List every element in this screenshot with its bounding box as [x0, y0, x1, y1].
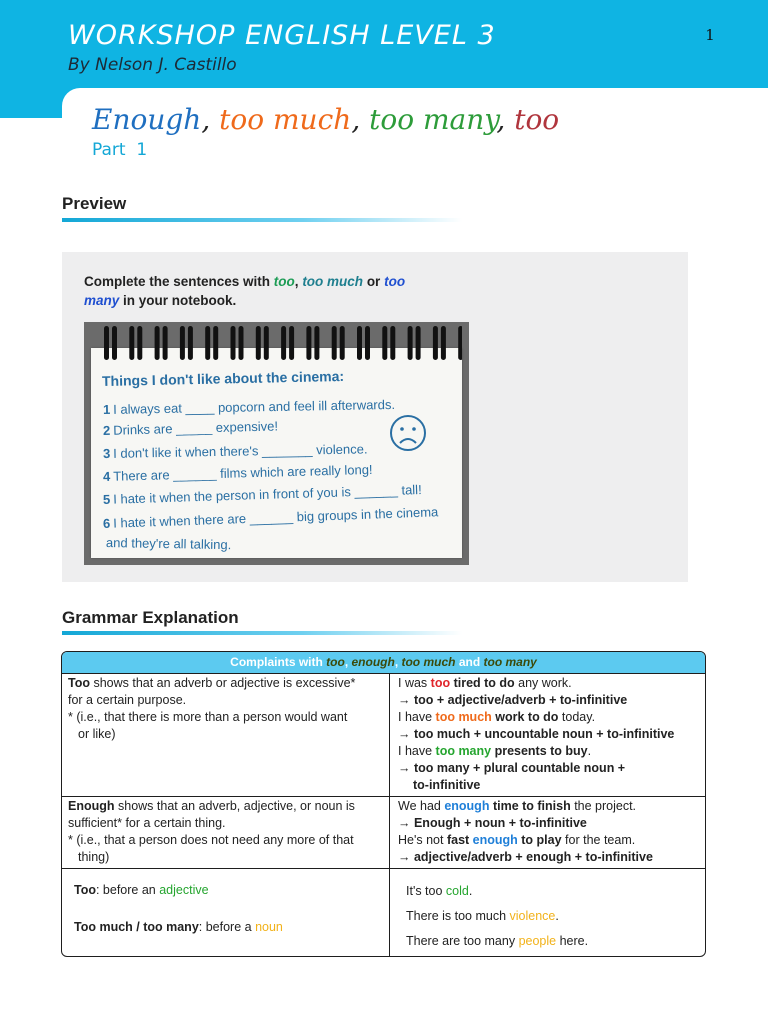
example-text: We had: [398, 799, 445, 813]
example-text: He's not: [398, 833, 447, 847]
item-number: 4: [102, 468, 111, 484]
grammar-heading-rule: [62, 631, 462, 635]
example-text: It's too: [406, 884, 446, 898]
rule-pattern: → too many + plural countable noun +: [398, 761, 626, 775]
example-text: There is too much: [406, 909, 510, 923]
table-cell-too-examples: [398, 675, 703, 794]
item-number: 1: [102, 401, 111, 417]
instruction-text: ,: [294, 274, 303, 289]
notebook-title: Things I don't like about the cinema:: [101, 367, 345, 389]
workbook-title: WORKSHOP ENGLISH LEVEL 3: [68, 20, 496, 51]
term-enough: Enough: [68, 799, 115, 813]
part-word: Part: [92, 140, 126, 160]
definition-note: * (i.e., that a person does not need any more of that: [68, 833, 354, 847]
preview-heading-rule: [62, 218, 462, 222]
author-line: By Nelson J. Castillo: [68, 55, 237, 75]
title-word-too: too: [514, 103, 560, 136]
item-text: I always eat ____ popcorn and feel ill afterwards.: [113, 396, 396, 417]
spiral-rings-icon: [96, 322, 462, 364]
title-separator: ,: [351, 103, 370, 136]
example-text: work to do: [491, 710, 559, 724]
preview-instruction: [84, 272, 424, 310]
page-number: 1: [705, 26, 715, 44]
rule-pattern: to-infinitive: [413, 778, 481, 792]
example-text: the project.: [570, 799, 637, 813]
definition-text: shows that an adverb, adjective, or noun is: [114, 799, 355, 813]
example-text: time to finish: [489, 799, 571, 813]
rule-pattern: → too much + uncountable noun + to-infinitive: [398, 727, 675, 741]
example-keyword: too: [430, 676, 451, 690]
example-text: any work.: [514, 676, 572, 690]
definition-note: thing): [78, 850, 110, 864]
table-row-divider: [62, 868, 705, 869]
example-text: I have: [398, 744, 436, 758]
example-keyword: too many: [435, 744, 492, 758]
item-number: 5: [102, 491, 111, 507]
table-cell-position-examples: [406, 879, 702, 954]
table-cell-position-rules: [74, 881, 384, 936]
definition-note: * (i.e., that there is more than a person would want: [68, 710, 348, 724]
header-keyword: too much: [401, 655, 456, 669]
item-text: I hate it when the person in front of you is ______ tall!: [112, 481, 422, 507]
definition-note: or like): [78, 727, 116, 741]
example-text: I have: [398, 710, 436, 724]
rule-pattern: → adjective/adverb + enough + to-infinitive: [398, 850, 653, 864]
table-cell-enough-examples: [398, 798, 703, 866]
title-separator: ,: [201, 103, 220, 136]
item-number: 2: [102, 422, 111, 438]
item-number: 6: [102, 515, 111, 531]
term-too: Too: [74, 883, 96, 897]
example-text: .: [468, 884, 473, 898]
definition-text: for a certain purpose.: [68, 693, 187, 707]
term-too: Too: [68, 676, 90, 690]
example-text: .: [587, 744, 592, 758]
example-text: to play: [517, 833, 562, 847]
part-label: [92, 140, 147, 160]
sad-face-icon: [388, 413, 428, 453]
example-noun: violence: [509, 909, 556, 923]
example-text: There are too many: [406, 934, 519, 948]
rule-text: : before an: [95, 883, 160, 897]
item-text: I don't like it when there's _______ violence.: [113, 441, 368, 461]
instruction-text: or: [363, 274, 385, 289]
preview-heading: Preview: [62, 194, 127, 213]
table-row-divider: [62, 796, 705, 797]
title-word-enough: Enough: [92, 103, 202, 136]
example-text: .: [555, 909, 559, 923]
definition-text: shows that an adverb or adjective is excessive*: [89, 676, 356, 690]
table-cell-enough-definition: [68, 798, 384, 866]
example-adjective: cold: [445, 884, 469, 898]
notebook-item: [106, 535, 232, 552]
lesson-title: [92, 103, 559, 136]
example-text: tired to do: [450, 676, 515, 690]
title-word-too-much: too much: [219, 103, 352, 136]
example-keyword: enough: [472, 833, 518, 847]
item-text: There are ______ films which are really long!: [113, 461, 373, 484]
title-separator: ,: [496, 103, 515, 136]
item-number: 3: [102, 445, 111, 461]
header-keyword: too many: [483, 655, 537, 669]
instruction-keyword-too-many: many: [84, 293, 120, 308]
header-text: Complaints with: [230, 655, 327, 669]
header-keyword: too: [326, 655, 345, 669]
item-text: Drinks are _____ expensive!: [113, 418, 279, 438]
item-text: I hate it when there are ______ big groups in the cinema: [112, 504, 439, 531]
example-text: for the team.: [561, 833, 636, 847]
term-too-much-many: Too much / too many: [74, 920, 199, 934]
word-class-adjective: adjective: [159, 883, 209, 897]
instruction-keyword-too-much: too much: [302, 274, 364, 289]
item-text: and they're all talking.: [105, 535, 232, 553]
example-text: fast: [446, 833, 473, 847]
part-number: 1: [136, 140, 148, 160]
rule-text: : before a: [198, 920, 256, 934]
rule-pattern: → Enough + noun + to-infinitive: [398, 816, 587, 830]
instruction-text: in your notebook.: [119, 293, 237, 308]
example-keyword: too much: [435, 710, 492, 724]
example-text: today.: [558, 710, 596, 724]
title-word-too-many: too many: [369, 103, 497, 136]
rule-pattern: → too + adjective/adverb + to-infinitive: [398, 693, 628, 707]
header-text: ,: [394, 655, 402, 669]
example-keyword: enough: [444, 799, 490, 813]
instruction-keyword-too-many: too: [384, 274, 406, 289]
header-keyword: enough: [351, 655, 395, 669]
example-text: here.: [556, 934, 589, 948]
example-text: presents to buy: [491, 744, 588, 758]
example-noun: people: [518, 934, 557, 948]
grammar-table: [61, 651, 706, 957]
grammar-table-header: [62, 652, 705, 674]
instruction-keyword-too: too: [273, 274, 295, 289]
example-text: I was: [398, 676, 431, 690]
header-text: and: [455, 655, 484, 669]
table-cell-too-definition: [68, 675, 384, 743]
definition-text: sufficient* for a certain thing.: [68, 816, 226, 830]
header-text: ,: [344, 655, 352, 669]
grammar-heading: Grammar Explanation: [62, 608, 239, 627]
instruction-text: Complete the sentences with: [84, 274, 274, 289]
word-class-noun: noun: [255, 920, 283, 934]
table-column-divider: [389, 674, 390, 957]
